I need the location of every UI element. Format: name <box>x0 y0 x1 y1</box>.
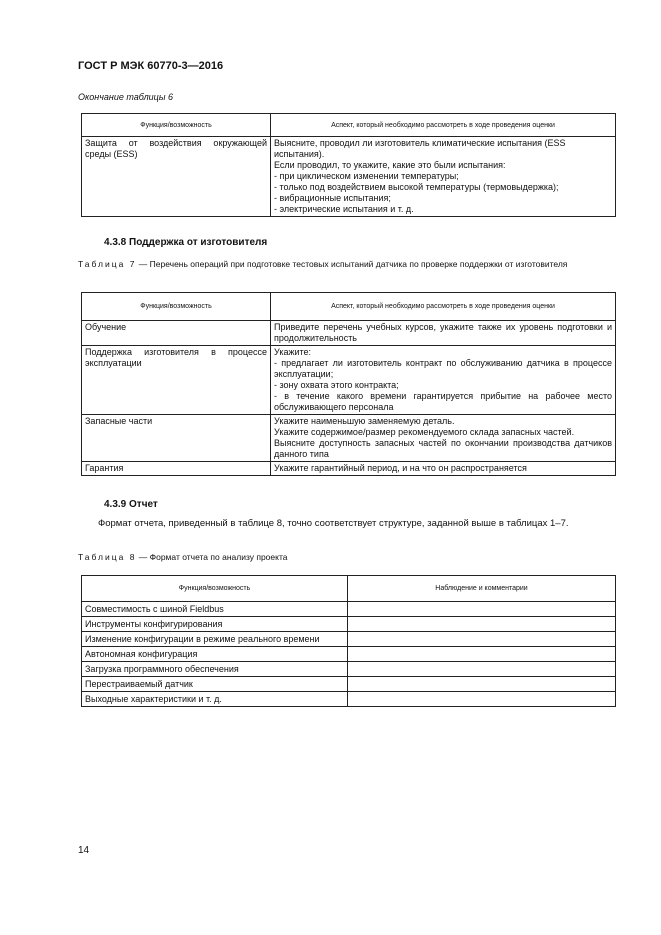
table-row <box>82 617 616 632</box>
aspect-line: - зону охвата этого контракта; <box>274 380 399 390</box>
col-header-aspect: Аспект, который необходимо рассмотреть в ходе проведения оценки <box>271 114 616 137</box>
aspect-line: - только под воздействием высокой температуры (термовыдержка); <box>274 182 559 192</box>
row-function: Изменение конфигурации в режиме реального времени <box>82 632 348 647</box>
table-row <box>82 662 616 677</box>
table-7 <box>81 292 616 476</box>
row-function: Выходные характеристики и т. д. <box>82 692 348 707</box>
row-function: Защита от воздействия окружающей среды (ESS) <box>82 137 271 217</box>
row-function: Обучение <box>82 321 271 346</box>
table-header-row <box>82 576 616 602</box>
aspect-line: - электрические испытания и т. д. <box>274 204 414 214</box>
table-row <box>82 137 616 217</box>
table-row <box>82 602 616 617</box>
row-aspect <box>271 321 616 346</box>
row-function: Инструменты конфигурирования <box>82 617 348 632</box>
col-header-aspect: Аспект, который необходимо рассмотреть в ходе проведения оценки <box>271 293 616 321</box>
col-header-function: Функция/возможность <box>82 293 271 321</box>
table-row <box>82 692 616 707</box>
row-observation <box>348 632 616 647</box>
col-header-function: Функция/возможность <box>82 576 348 602</box>
table-row <box>82 677 616 692</box>
aspect-line: Если проводил, то укажите, какие это были испытания: <box>274 160 506 170</box>
aspect-line: Выясните доступность запасных частей по окончании производства датчиков данного типа <box>274 438 612 459</box>
row-observation <box>348 692 616 707</box>
document-header: ГОСТ Р МЭК 60770-3—2016 <box>78 60 224 72</box>
row-function: Загрузка программного обеспечения <box>82 662 348 677</box>
row-observation <box>348 662 616 677</box>
table-row <box>82 462 616 476</box>
table7-caption-label: Таблица 7 <box>78 259 137 269</box>
table-row <box>82 647 616 662</box>
table7-caption-text: — Перечень операций при подготовке тестовых испытаний датчика по проверке поддержки от изготовителя <box>136 259 568 269</box>
row-function: Автономная конфигурация <box>82 647 348 662</box>
row-observation <box>348 677 616 692</box>
row-observation <box>348 617 616 632</box>
page-number: 14 <box>78 845 90 856</box>
row-function: Совместимость с шиной Fieldbus <box>82 602 348 617</box>
aspect-line: Приведите перечень учебных курсов, укажите также их уровень подготовки и продолжительность <box>274 322 612 343</box>
table8-caption-label: Таблица 8 <box>78 552 137 562</box>
aspect-line: Укажите содержимое/размер рекомендуемого склада запасных частей. <box>274 427 575 437</box>
aspect-line: Выясните, проводил ли изготовитель климатические испытания (ESS испытания). <box>274 138 566 159</box>
section-title-438: 4.3.8 Поддержка от изготовителя <box>104 237 268 248</box>
row-function: Запасные части <box>82 415 271 462</box>
row-function: Поддержка изготовителя в процессе эксплуатации <box>82 346 271 415</box>
row-function: Перестраиваемый датчик <box>82 677 348 692</box>
table-header-row <box>82 114 616 137</box>
col-header-observation: Наблюдение и комментарии <box>348 576 616 602</box>
table-row <box>82 321 616 346</box>
section-title-439: 4.3.9 Отчет <box>104 499 158 510</box>
aspect-line: - предлагает ли изготовитель контракт по обслуживанию датчика в процессе эксплуатации; <box>274 358 612 379</box>
table8-caption-text: — Формат отчета по анализу проекта <box>136 552 288 562</box>
aspect-line: - при циклическом изменении температуры; <box>274 171 459 181</box>
aspect-line: Укажите гарантийный период, и на что он распространяется <box>274 463 527 473</box>
table-row <box>82 632 616 647</box>
table-8 <box>81 575 616 707</box>
table8-caption <box>78 552 618 563</box>
col-header-function: Функция/возможность <box>82 114 271 137</box>
table-row <box>82 346 616 415</box>
aspect-line: - в течение какого времени гарантируется прибытие на рабочее место обслуживающего персонала <box>274 391 612 412</box>
aspect-line: Укажите наименьшую заменяемую деталь. <box>274 416 455 426</box>
table-6 <box>81 113 616 217</box>
table-row <box>82 415 616 462</box>
row-observation <box>348 647 616 662</box>
section-paragraph: Формат отчета, приведенный в таблице 8, точно соответствует структуре, заданной выше в таблицах 1–7. <box>98 518 569 529</box>
row-aspect <box>271 137 616 217</box>
table7-caption <box>78 259 618 270</box>
aspect-line: - вибрационные испытания; <box>274 193 391 203</box>
table6-caption: Окончание таблицы 6 <box>78 92 173 102</box>
table-header-row <box>82 293 616 321</box>
row-observation <box>348 602 616 617</box>
row-aspect <box>271 462 616 476</box>
row-function: Гарантия <box>82 462 271 476</box>
row-aspect <box>271 346 616 415</box>
aspect-line: Укажите: <box>274 347 312 357</box>
row-aspect <box>271 415 616 462</box>
